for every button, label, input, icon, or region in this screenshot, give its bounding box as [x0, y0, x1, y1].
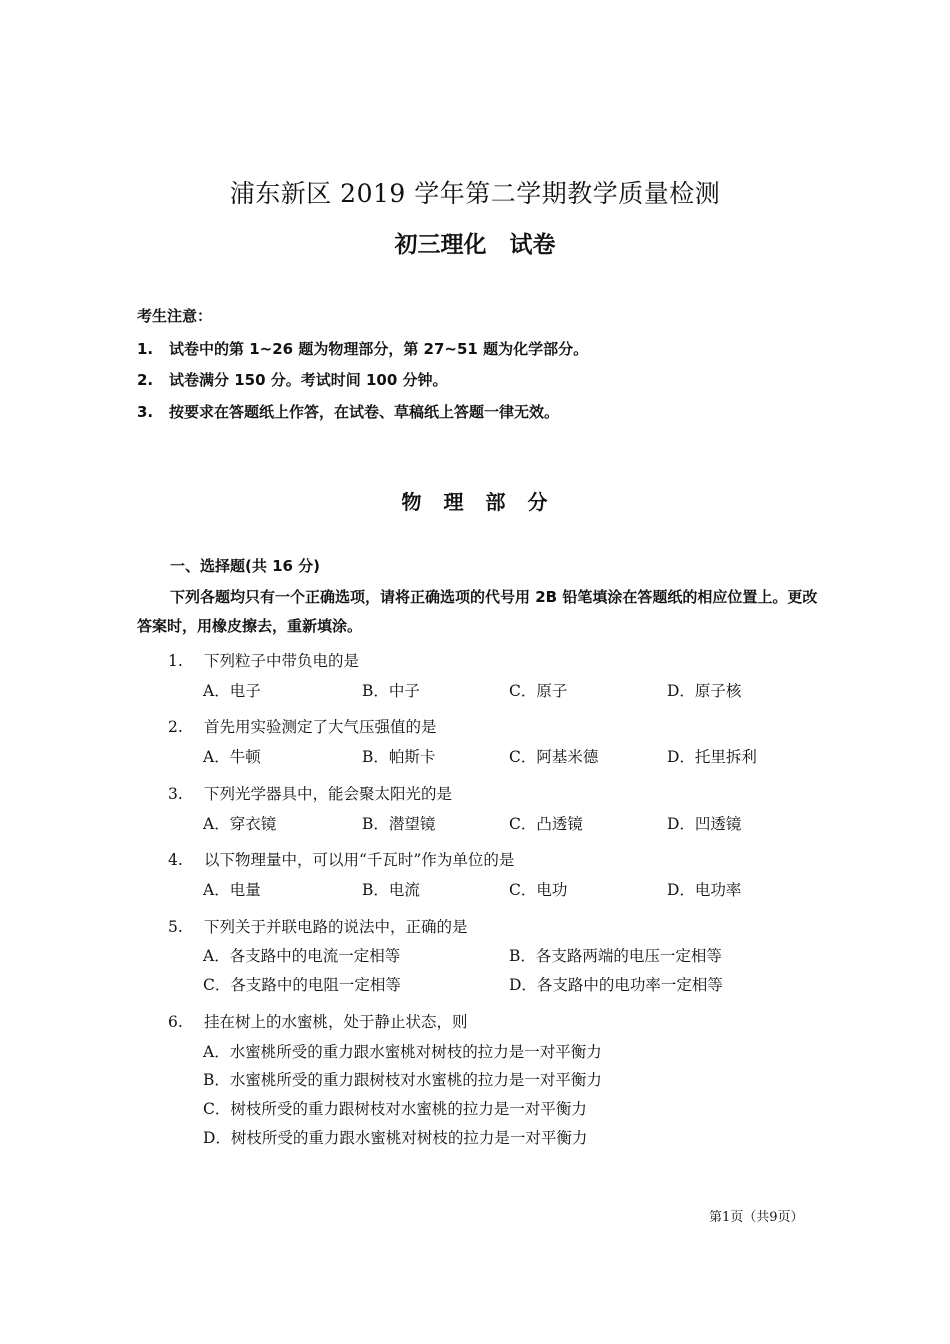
part-heading: 一、选择题(共 16 分): [170, 557, 321, 575]
notice-item-number: 1.: [137, 340, 154, 358]
section-title: 物 理 部 分: [401, 490, 549, 514]
option: B．中子: [362, 682, 420, 700]
exam-subtitle: 初三理化 试卷: [394, 232, 556, 258]
question-stem: [168, 1010, 468, 1032]
question-stem: [168, 915, 468, 937]
option: C．阿基米德: [509, 748, 599, 766]
question-number: 3.: [168, 785, 183, 803]
notice-item: [137, 401, 559, 422]
question-number: 4.: [168, 851, 183, 869]
option: C．电功: [509, 881, 568, 899]
option: B．帕斯卡: [362, 748, 436, 766]
option: B．潜望镜: [362, 815, 436, 833]
question-stem: [168, 649, 359, 671]
notice-item: [137, 369, 448, 390]
notice-item: [137, 338, 588, 359]
option: D．托里拆利: [667, 748, 757, 766]
option: D．树枝所受的重力跟水蜜桃对树枝的拉力是一对平衡力: [203, 1129, 588, 1147]
question-text: 下列光学器具中，能会聚太阳光的是: [204, 785, 453, 803]
option: C．树枝所受的重力跟树枝对水蜜桃的拉力是一对平衡力: [203, 1100, 587, 1118]
notice-item-text: 试卷中的第 1~26 题为物理部分，第 27~51 题为化学部分。: [169, 340, 589, 358]
notice-item-text: 试卷满分 150 分。考试时间 100 分钟。: [169, 371, 448, 389]
option: C．原子: [509, 682, 568, 700]
notice-item-number: 3.: [137, 403, 154, 421]
question-number: 1.: [168, 652, 183, 670]
question-number: 6.: [168, 1013, 183, 1031]
notice-heading: 考生注意：: [137, 307, 213, 325]
instructions: 下列各题均只有一个正确选项，请将正确选项的代号用 2B 铅笔填涂在答题纸的相应位置上。更改答案时，用橡皮擦去，重新填涂。: [137, 588, 818, 635]
option: A．电子: [203, 682, 261, 700]
option: D．凹透镜: [667, 815, 742, 833]
notice-item-number: 2.: [137, 371, 154, 389]
question-text: 首先用实验测定了大气压强值的是: [204, 718, 437, 736]
question-number: 2.: [168, 718, 183, 736]
option: B．电流: [362, 881, 420, 899]
exam-title: 浦东新区 2019 学年第二学期教学质量检测: [229, 179, 721, 208]
question-stem: [168, 715, 437, 737]
option: D．各支路中的电功率一定相等: [509, 976, 723, 994]
option: D．电功率: [667, 881, 742, 899]
option: C．各支路中的电阻一定相等: [203, 976, 401, 994]
option: A．水蜜桃所受的重力跟水蜜桃对树枝的拉力是一对平衡力: [203, 1043, 602, 1061]
notice-item-text: 按要求在答题纸上作答，在试卷、草稿纸上答题一律无效。: [169, 403, 560, 421]
page-number: 第1页（共9页）: [709, 1210, 804, 1225]
question-text: 以下物理量中，可以用“千瓦时”作为单位的是: [204, 851, 515, 869]
question-number: 5.: [168, 918, 183, 936]
option: A．各支路中的电流一定相等: [203, 947, 401, 965]
question-text: 挂在树上的水蜜桃，处于静止状态，则: [204, 1013, 468, 1031]
option: B．各支路两端的电压一定相等: [509, 947, 722, 965]
option: A．牛顿: [203, 748, 261, 766]
option: B．水蜜桃所受的重力跟树枝对水蜜桃的拉力是一对平衡力: [203, 1071, 602, 1089]
question-text: 下列关于并联电路的说法中，正确的是: [204, 918, 468, 936]
question-stem: [168, 848, 514, 870]
question-text: 下列粒子中带负电的是: [204, 652, 360, 670]
option: C．凸透镜: [509, 815, 583, 833]
option: A．电量: [203, 881, 261, 899]
option: D．原子核: [667, 682, 742, 700]
question-stem: [168, 782, 452, 804]
option: A．穿衣镜: [203, 815, 277, 833]
